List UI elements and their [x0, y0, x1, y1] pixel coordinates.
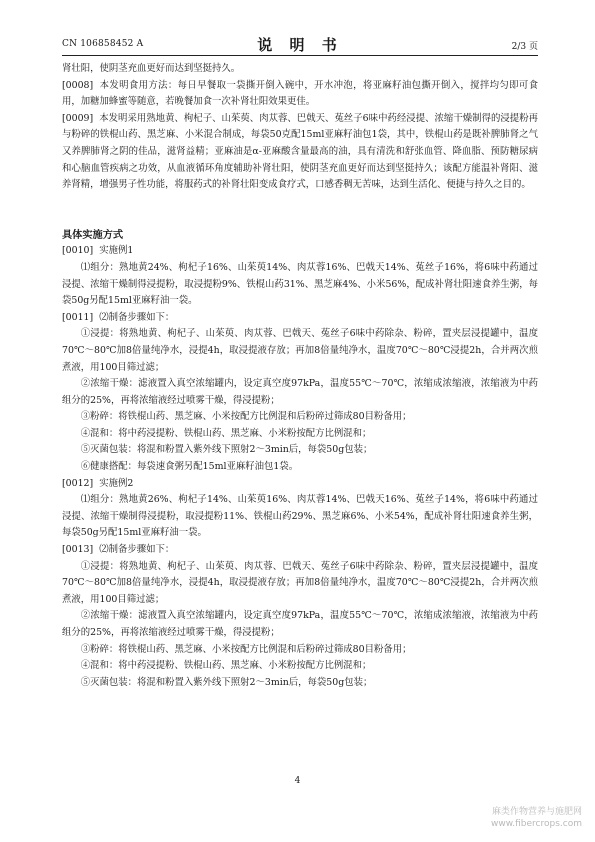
step-item: ②浓缩干燥：滤液置入真空浓缩罐内，设定真空度97kPa，温度55℃～70℃，浓缩成浓缩液，浓缩液为中药组分的25%，再将浓缩液经过喷雾干燥，得浸提粉； — [62, 610, 538, 638]
paragraph-tag: [0013] — [62, 544, 94, 556]
patent-number: CN 106858452 A — [62, 39, 144, 49]
page-count: 2/3 页 — [511, 42, 538, 52]
step-item: ⑤灭菌包装：将混和粉置入紫外线下照射2～3min后，每袋50g包装； — [80, 444, 373, 456]
paragraph-0012 — [62, 476, 538, 493]
step-item: ⑥健康搭配：每袋速食粥另配15ml亚麻籽油包1袋。 — [80, 461, 299, 473]
page-header — [62, 30, 538, 56]
section-heading: 具体实施方式 — [62, 228, 124, 241]
paragraph-text: ⑵制备步骤如下： — [99, 544, 175, 556]
watermark-line-1: 麻类作物营养与施肥网 — [491, 807, 582, 817]
paragraph-0011 — [62, 310, 538, 327]
paragraph-0013 — [62, 542, 538, 559]
paragraph-tag: [0011] — [62, 311, 94, 323]
document-title: 说 明 书 — [257, 36, 343, 54]
composition-example-2: ⑴组分：熟地黄26%、枸杞子14%、山茱萸16%、肉苁蓉14%、巴戟天16%、菟丝子14%，将6味中药通过浸提、浓缩干燥制得浸提粉，取浸提粉11%、铁棍山药29%、黑芝麻6%、小米54%，配成补肾壮阳速食养生粥，每袋50g另配15ml亚麻籽油一袋。 — [62, 494, 538, 539]
step-item: ③粉碎：将铁棍山药、黑芝麻、小米按配方比例混和后粉碎过筛成80目粉备用； — [80, 411, 412, 423]
paragraph-text: 本发明食用方法：每日早餐取一袋撕开倒入碗中，开水冲泡，将亚麻籽油包撕开倒入，搅拌均匀即可食用，加糖加蜂蜜等随意，若晚餐加食一次补肾壮阳效果更佳。 — [62, 79, 538, 108]
document-body — [62, 61, 538, 691]
paragraph-text: ⑵制备步骤如下： — [99, 311, 175, 323]
site-watermark — [442, 806, 582, 830]
step-item: ④混和：将中药浸提粉、铁棍山药、黑芝麻、小米粉按配方比例混和； — [80, 427, 372, 439]
watermark-line-2: www.fibercrops.com — [491, 819, 582, 829]
paragraph-tag: [0009] — [62, 112, 94, 124]
step-item: ③粉碎：将铁棍山药、黑芝麻、小米按配方比例混和后粉碎过筛成80目粉备用； — [80, 643, 412, 655]
header-rule — [62, 55, 538, 56]
step-item: ④混和：将中药浸提粉、铁棍山药、黑芝麻、小米粉按配方比例混和； — [80, 660, 372, 672]
paragraph-0008 — [62, 78, 538, 111]
page-number: 4 — [294, 776, 301, 786]
step-item: ①浸提：将熟地黄、枸杞子、山茱萸、肉苁蓉、巴戟天、菟丝子6味中药除杂、粉碎，置夹层浸提罐中，温度70℃～80℃加8倍量纯净水，浸提4h，取浸提液存放；再加8倍量纯净水，温度70℃～80℃浸提2h，合并两次煎煮液，用100目筛过滤； — [62, 560, 538, 605]
paragraph-text: 实施例1 — [99, 245, 134, 257]
paragraph-0010 — [62, 243, 538, 260]
paragraph-tag: [0010] — [62, 245, 94, 257]
paragraph-intro: 肾壮阳，使阴茎充血更好而达到坚挺持久。 — [62, 63, 241, 74]
paragraph-tag: [0012] — [62, 477, 94, 489]
step-item: ⑤灭菌包装：将混和粉置入紫外线下照射2～3min后，每袋50g包装； — [80, 676, 373, 688]
paragraph-text: 实施例2 — [99, 477, 134, 489]
paragraph-text: 本发明采用熟地黄、枸杞子、山茱萸、肉苁蓉、巴戟天、菟丝子6味中药经浸提、浓缩干燥制得的浸提粉再与粉碎的铁棍山药、黑芝麻、小米混合制成，每袋50克配15ml亚麻籽油包1袋，其中，铁棍山药是既补脾肺肾之气又养脾肺肾之阴的佳品，滋肾益精；亚麻油是α-亚麻酸含量最高的油，具有清洗和舒张血管、降血脂、预防糖尿病和心脑血管疾病之功效，从血液循环角度辅助补肾壮阳，使阴茎充血更好而达到坚挺持久；该配方能温补肾阳、滋养肾精，增强男子性功能，将服药式的补肾壮阳变成食疗式，口感香稠无苦味，达到生活化、便捷与持久之目的。 — [62, 112, 538, 191]
paragraph-0009 — [62, 111, 538, 194]
paragraph-tag: [0008] — [62, 79, 94, 91]
step-item: ①浸提：将熟地黄、枸杞子、山茱萸、肉苁蓉、巴戟天、菟丝子6味中药除杂、粉碎，置夹层浸提罐中，温度70℃～80℃加8倍量纯净水，浸提4h，取浸提液存放；再加8倍量纯净水，温度70℃～80℃浸提2h，合并两次煎煮液，用100目筛过滤； — [62, 328, 538, 373]
composition-example-1: ⑴组分：熟地黄24%、枸杞子16%、山茱萸14%、肉苁蓉16%、巴戟天14%、菟丝子16%，将6味中药通过浸提、浓缩干燥制得浸提粉，取浸提粉9%、铁棍山药31%、黑芝麻4%、小米56%，配成补肾壮阳速食养生粥，每袋50g另配15ml亚麻籽油一袋。 — [62, 261, 538, 307]
step-item: ②浓缩干燥：滤液置入真空浓缩罐内，设定真空度97kPa，温度55℃～70℃，浓缩成浓缩液，浓缩液为中药组分的25%，再将浓缩液经过喷雾干燥，得浸提粉； — [62, 378, 538, 406]
